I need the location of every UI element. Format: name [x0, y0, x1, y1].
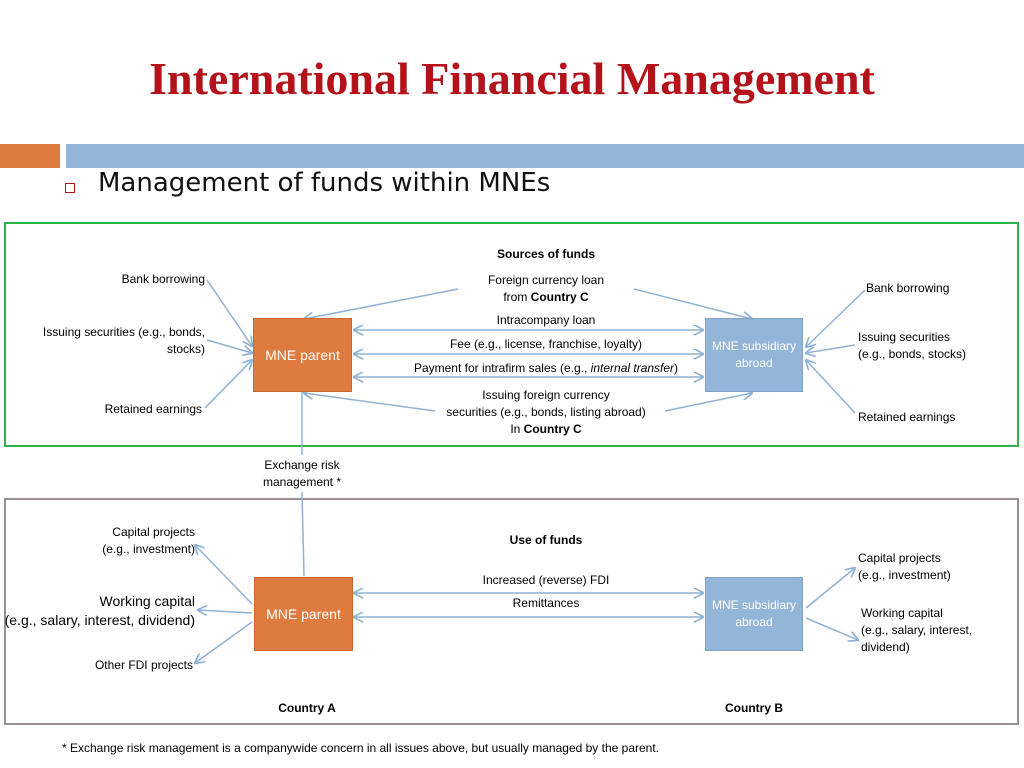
arrow-loan-to-parent — [304, 289, 458, 319]
arrow-issuing-to-sub — [665, 393, 752, 411]
right-bank-borrowing-label: Bank borrowing — [866, 281, 950, 295]
payment-intrafirm-label: Payment for intrafirm sales (e.g., internal transfer) — [413, 361, 679, 375]
left-issuing-securities-label: Issuing securities (e.g., bonds, stocks) — [42, 325, 205, 356]
arrow-issuing-to-parent — [304, 393, 435, 411]
footnote: * Exchange risk management is a companywide concern in all issues above, but usually managed by the parent. — [62, 741, 660, 755]
bullet-text: Management of funds within MNEs — [98, 168, 551, 198]
mne-parent-box-sources: MNE parent — [253, 318, 352, 392]
exchange-risk-line-bottom — [302, 492, 304, 576]
right-retained-earnings-label: Retained earnings — [858, 410, 956, 424]
fee-label: Fee (e.g., license, franchise, loyalty) — [449, 337, 643, 351]
arrow-parent-to-capital — [195, 545, 252, 604]
mne-subsidiary-box-uses: MNE subsidiary abroad — [705, 577, 803, 651]
left-working-capital-label: Working capital (e.g., salary, interest, dividend) — [4, 593, 195, 628]
country-a-label: Country A — [278, 701, 336, 715]
mne-subsidiary-box-sources: MNE subsidiary abroad — [705, 318, 803, 392]
left-retained-earnings-label: Retained earnings — [104, 402, 202, 416]
arrow-retained-to-parent — [205, 360, 252, 408]
arrow-bank-to-parent — [207, 280, 252, 346]
intracompany-loan-label: Intracompany loan — [496, 313, 596, 327]
arrow-sub-to-working — [806, 618, 858, 640]
arrow-right-bank-to-sub — [806, 290, 865, 347]
arrow-sub-to-capital — [806, 568, 855, 608]
uses-heading: Use of funds — [509, 533, 583, 547]
right-capital-projects-label: Capital projects (e.g., investment) — [858, 551, 951, 582]
mne-parent-box-uses: MNE parent — [254, 577, 353, 651]
right-working-capital-label: Working capital (e.g., salary, interest, dividend) — [861, 606, 973, 654]
arrow-securities-to-parent — [207, 340, 252, 353]
exchange-risk-label: Exchange risk management * — [262, 458, 342, 489]
issuing-foreign-securities-label: Issuing foreign currency securities (e.g., bonds, listing abroad) In Country C — [446, 388, 646, 436]
arrow-right-retained-to-sub — [806, 360, 855, 413]
arrow-right-securities-to-sub — [806, 345, 855, 353]
increased-fdi-label: Increased (reverse) FDI — [482, 573, 610, 587]
slide-title: International Financial Management — [149, 53, 875, 104]
left-bank-borrowing-label: Bank borrowing — [121, 272, 205, 286]
left-capital-projects-label: Capital projects (e.g., investment) — [102, 525, 195, 556]
foreign-currency-loan-label: Foreign currency loan from Country C — [487, 273, 605, 304]
sources-heading: Sources of funds — [496, 247, 595, 261]
arrow-parent-to-working — [198, 610, 252, 613]
arrow-loan-to-sub — [634, 289, 752, 319]
arrow-parent-to-other — [195, 622, 252, 663]
remittances-label: Remittances — [512, 596, 580, 610]
right-issuing-securities-label: Issuing securities (e.g., bonds, stocks) — [858, 330, 967, 361]
other-fdi-projects-label: Other FDI projects — [94, 658, 193, 672]
country-b-label: Country B — [725, 701, 783, 715]
